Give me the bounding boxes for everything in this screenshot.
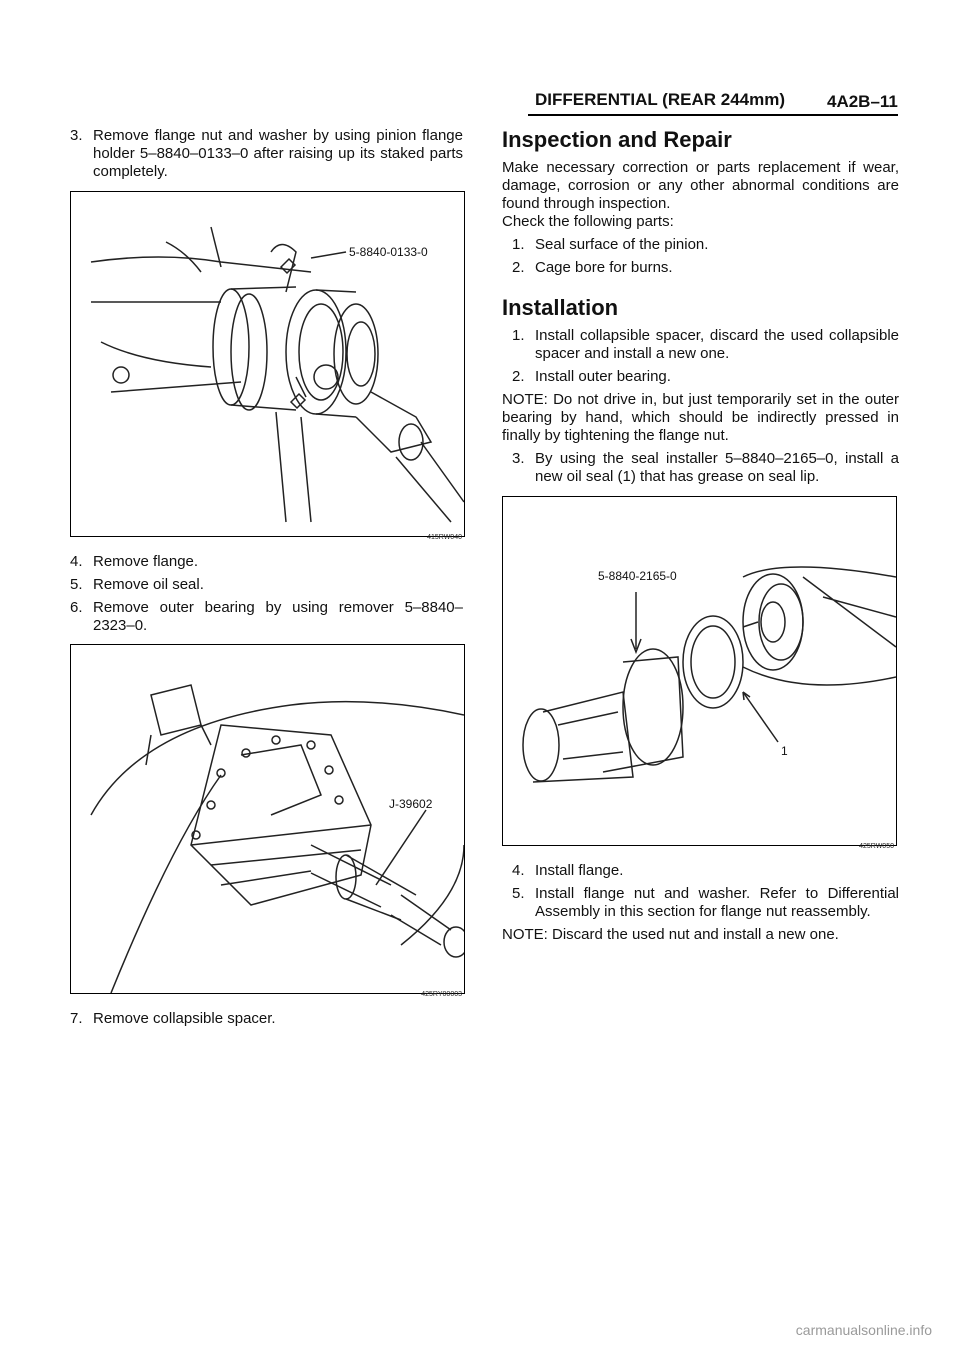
- heading-inspection-repair: Inspection and Repair: [502, 127, 732, 152]
- step-text: Remove outer bearing by using remover 5–8840–2323–0.: [93, 599, 463, 634]
- flange-holder-illustration: [71, 192, 464, 536]
- note-discard-nut: NOTE: Discard the used nut and install a new one.: [502, 926, 839, 943]
- step-number: 2.: [512, 259, 525, 276]
- figure-pinion-flange-holder: [70, 191, 465, 541]
- header-rule: [528, 114, 898, 116]
- check-lead: Check the following parts:: [502, 213, 674, 230]
- step-text: Remove oil seal.: [93, 576, 204, 593]
- step-number: 1.: [512, 327, 525, 344]
- figure-code: 425RW050: [859, 843, 894, 850]
- step-number: 6.: [70, 599, 83, 616]
- step-number: 5.: [70, 576, 83, 593]
- step-text: Remove flange.: [93, 553, 199, 570]
- step-install-outer-bearing: [512, 368, 899, 386]
- section-title: DIFFERENTIAL (REAR 244mm): [535, 90, 785, 109]
- step-remove-flange-nut: [70, 127, 463, 181]
- step-install-flange: [512, 862, 899, 880]
- tool-label: 5-8840-2165-0: [598, 569, 677, 583]
- oil-seal-callout: 1: [781, 744, 788, 758]
- note-bearing: NOTE: Do not drive in, but just temporarily set in the outer bearing by hand, which should be indirectly pressed in finally by tightening the flange nut.: [502, 391, 899, 444]
- figure-code: 425RY00003: [421, 991, 462, 998]
- check-item-cage-bore: [512, 259, 899, 277]
- tool-label: J-39602: [389, 797, 433, 811]
- step-text: Install outer bearing.: [535, 368, 671, 385]
- step-text: Install flange nut and washer. Refer to Differential Assembly in this section for flange nut reassembly.: [535, 885, 899, 920]
- step-text: Install flange.: [535, 862, 624, 879]
- step-number: 7.: [70, 1010, 83, 1027]
- figure-seal-installer: [502, 496, 897, 850]
- inspection-paragraph: Make necessary correction or parts replacement if wear, damage, corrosion or any other abnormal conditions are found through inspection.: [502, 159, 899, 212]
- step-remove-outer-bearing: [70, 599, 463, 635]
- seal-installer-illustration: [503, 497, 896, 845]
- heading-installation: Installation: [502, 295, 619, 320]
- step-remove-collapsible-spacer: [70, 1010, 463, 1028]
- left-column: [70, 127, 463, 1033]
- step-text: Cage bore for burns.: [535, 259, 673, 276]
- step-text: Install collapsible spacer, discard the used collapsible spacer and install a new one.: [535, 327, 899, 362]
- step-install-oil-seal: [512, 450, 899, 486]
- step-text: By using the seal installer 5–8840–2165–0, install a new oil seal (1) that has grease on seal lip.: [535, 450, 899, 485]
- step-number: 2.: [512, 368, 525, 385]
- step-install-collapsible-spacer: [512, 327, 899, 363]
- right-column: [502, 127, 899, 949]
- watermark: carmanualsonline.info: [795, 1322, 932, 1338]
- step-install-flange-nut: [512, 885, 899, 921]
- figure-bearing-remover: [70, 644, 465, 998]
- step-remove-oil-seal: [70, 576, 463, 594]
- step-text: Remove flange nut and washer by using pinion flange holder 5–8840–0133–0 after raising up its staked parts completely.: [93, 127, 463, 180]
- step-number: 3.: [512, 450, 525, 467]
- page-code: 4A2B–11: [827, 92, 898, 111]
- step-remove-flange: [70, 553, 463, 571]
- step-number: 5.: [512, 885, 525, 902]
- tool-label: 5-8840-0133-0: [349, 245, 428, 259]
- step-number: 1.: [512, 236, 525, 253]
- step-number: 4.: [512, 862, 525, 879]
- step-text: Remove collapsible spacer.: [93, 1010, 276, 1027]
- step-number: 3.: [70, 127, 83, 144]
- step-number: 4.: [70, 553, 83, 570]
- step-text: Seal surface of the pinion.: [535, 236, 709, 253]
- figure-code: 415RW040: [427, 534, 462, 541]
- check-item-seal-surface: [512, 236, 899, 254]
- bearing-remover-illustration: [71, 645, 464, 993]
